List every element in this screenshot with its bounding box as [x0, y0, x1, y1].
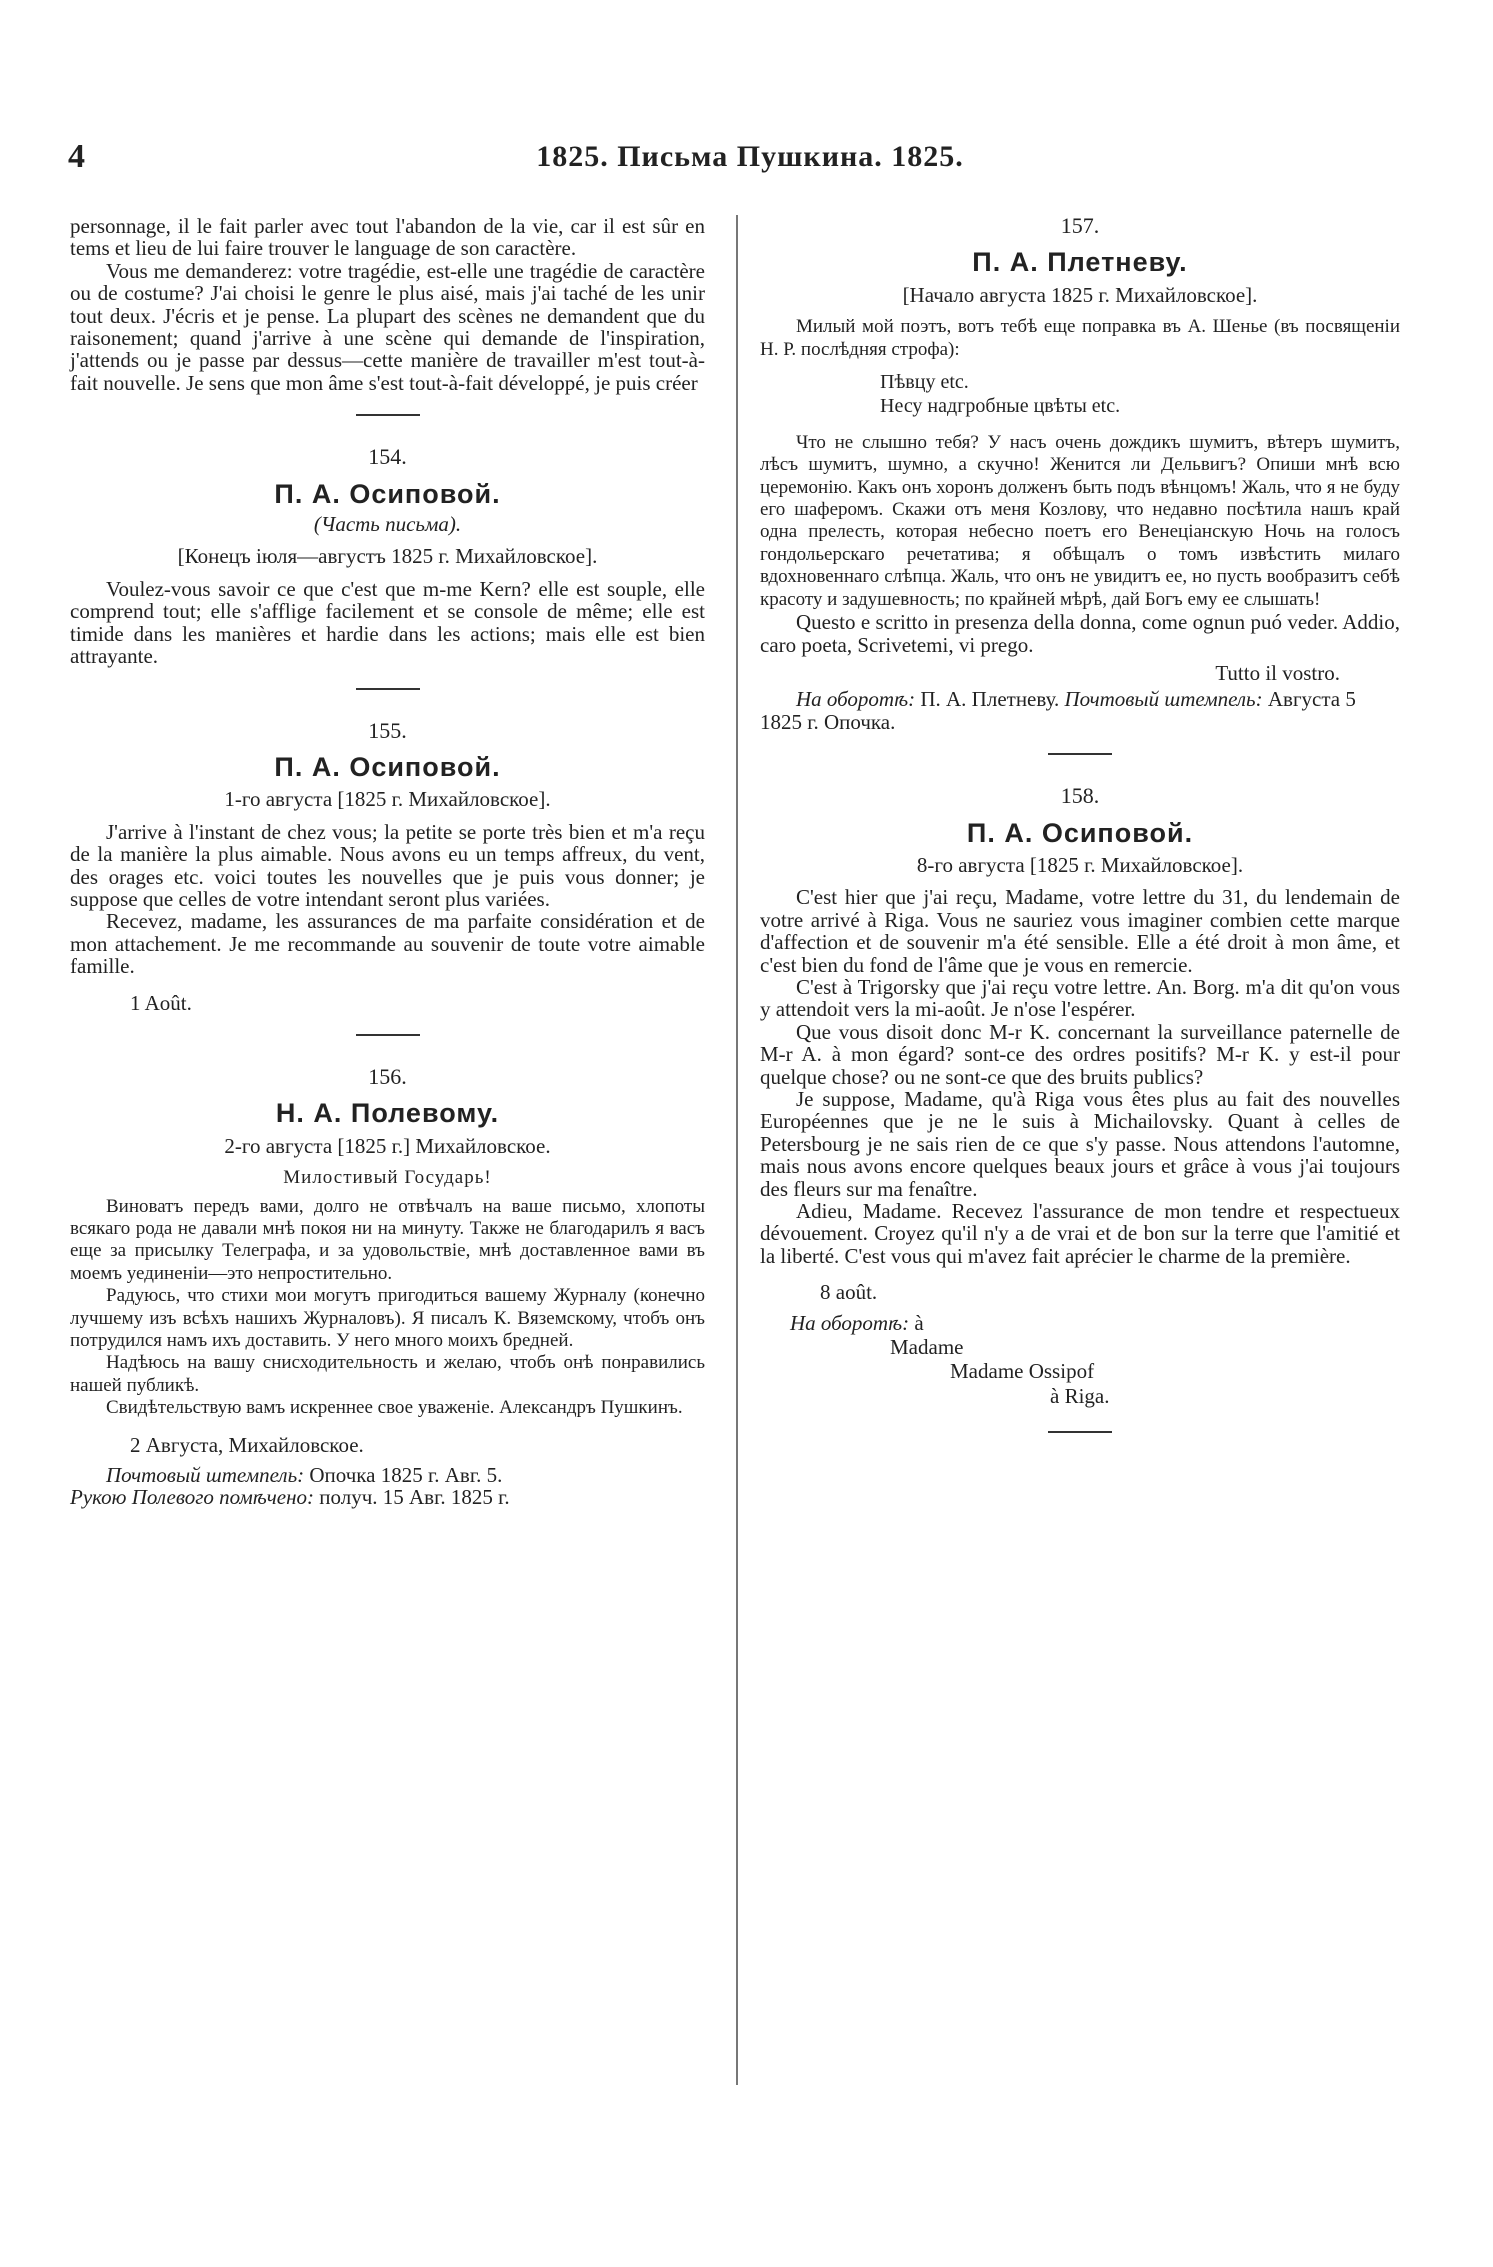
letter-number: 157. — [1060, 213, 1100, 238]
addressee: Н. А. Полевому. — [275, 1098, 500, 1129]
handwritten-note — [70, 1486, 705, 1508]
letter-sign-date: 8 août. — [820, 1280, 878, 1305]
addressee: П. А. Осиповой. — [274, 478, 501, 509]
address-line — [790, 1312, 1400, 1334]
verse-line: Несу надгробные цвѣты etc. — [880, 395, 1121, 418]
left-column — [70, 215, 705, 1509]
address-line: Madame — [890, 1335, 964, 1360]
address-block — [790, 1312, 1400, 1408]
letter-body: Recevez, madame, les assurances de ma parfaite considération et de mon attachement. Je me recommande au souvenir de toute votre aimable famille. — [70, 909, 705, 979]
address-line: à Riga. — [1050, 1383, 1110, 1408]
letter-signoff: Tutto il vostro. — [1215, 660, 1340, 685]
letter-body: Свидѣтельствую вамъ искреннее свое уваженіе. Александръ Пушкинъ. — [106, 1397, 683, 1419]
page-header — [60, 138, 1440, 188]
running-title: 1825. Письма Пушкина. 1825. — [536, 140, 964, 173]
section-rule — [1048, 753, 1112, 755]
reverse-note — [760, 688, 1400, 733]
letter-body: Радуюсь, что стихи мои могутъ пригодиться вашему Журналу (конечно лучшему изъ всѣхъ нашихъ Журналовъ). Я писалъ К. Вяземскому, чтобъ онъ потрудился намъ ихъ доставить. У него много моихъ бредней. — [70, 1285, 705, 1352]
letter-sign-date: 2 Августа, Михайловское. — [130, 1432, 364, 1457]
postmark-text: Августа 5 1825 г. Опочка. — [760, 687, 1356, 734]
letter-body: Questo e scritto in presenza della donna, come ognun puó veder. Addio, caro poeta, Scrivetemi, vi prego. — [760, 610, 1400, 657]
handwritten-text: получ. 15 Авг. 1825 г. — [319, 1485, 510, 1510]
letter-155 — [70, 717, 705, 1015]
letter-body: Что не слышно тебя? У насъ очень дождикъ шумитъ, вѣтеръ шумитъ, лѣсъ шумитъ, шумно, а скучно! Женится ли Дельвигъ? Опиши мнѣ всю церемонію. Какъ онъ хоронъ долженъ быть подъ вѣнцомъ! Жаль, что я не буду его шаферомъ. Скажи отъ меня Козлову, что недавно посѣтила нашъ край одна прелесть, которая небесно поетъ его Венеціанскую Ночь на голосъ гондольерскаго речетатива; я обѣщалъ о томъ извѣстить милаго вдохновеннаго слѣпца. Жаль, что онъ не увидитъ ее, но пусть вообразитъ себѣ красоту и задушевность; по крайней мѣрѣ, дай Богъ ему ее слышать! — [760, 431, 1400, 610]
verse-block — [880, 371, 1400, 418]
section-rule — [1048, 1431, 1112, 1433]
letter-number: 156. — [368, 1063, 407, 1089]
letter-body: Виноватъ передъ вами, долго не отвѣчалъ на ваше письмо, хлопоты всякаго рода не давали мнѣ покоя ни на минуту. Также не благодарилъ я васъ еще за присылку Телеграфа, и за удовольствіе, мнѣ доставленное вами въ моемъ уединеніи—это непростительно. — [70, 1195, 705, 1284]
letter-note: (Часть письма). — [313, 512, 462, 537]
handwritten-label: Рукою Полевого помѣчено: — [70, 1485, 315, 1510]
postmark-label: Почтовый штемпель: — [1064, 687, 1263, 712]
letter-number: 154. — [368, 444, 407, 470]
letter-body: Que vous disoit donc M-r K. concernant la surveillance paternelle de M-r A. à mon égard? sont-ce des ordres positifs? M-r K. y est-il pour quelque chose? ou ne sont-ce que des bruits publics? — [760, 1019, 1400, 1089]
letter-body: Voulez-vous savoir ce que c'est que m-me Kern? elle est souple, elle comprend tout; elle s'afflige facilement et se console de même; elle est timide dans les manières et hardie dans les actions; mais elle est bien attrayante. — [70, 576, 705, 669]
section-rule — [356, 414, 420, 416]
dateline: [Начало августа 1825 г. Михайловское]. — [902, 282, 1258, 307]
continued-paragraph: Vous me demanderez: votre tragédie, est-elle une tragédie de caractère ou de costume? J'ai choisi le genre le plus aisé, mais j'ai taché de les unir tout deux. J'écris et je pense. La plupart des scènes ne demandent que du raisonement; quand j'arrive à une scène qui demande de l'inspiration, j'attends ou je passe par dessus—cette manière de travailler m'est tout-à-fait nouvelle. Je sens que mon âme s'est tout-à-fait développé, je puis créer — [70, 258, 705, 395]
letter-body: Je suppose, Madame, qu'à Riga vous êtes plus au fait des nouvelles Européennes que je ne le suis à Michailovsky. Quant à celles de Petersbourg je ne sais rien de ce que s'y passe. Nous attendons l'automne, mais nous avons encore quelques beaux jours et grâce à vous j'ai toujours des fleurs sur ma fenaître. — [760, 1087, 1400, 1201]
postmark-note — [70, 1464, 705, 1486]
letter-number: 158. — [1060, 783, 1100, 809]
column-divider — [736, 215, 738, 2085]
right-column — [760, 215, 1400, 1443]
reverse-text: П. А. Плетневу. — [920, 687, 1060, 712]
reverse-label: На оборотѣ: — [790, 1310, 910, 1335]
continued-paragraph: personnage, il le fait parler avec tout l'abandon de la vie, car il est sûr en tems et lieu de lui faire trouver le language de son caractère. — [70, 214, 705, 261]
addressee: П. А. Осиповой. — [274, 751, 501, 782]
letter-158 — [760, 785, 1400, 1407]
reverse-label: На оборотѣ: — [796, 687, 916, 712]
letter-body: Надѣюсь на вашу снисходительность и желаю, чтобъ онѣ понравились нашей публикѣ. — [70, 1352, 705, 1396]
salutation: Милостивый Государь! — [283, 1167, 492, 1189]
letter-157 — [760, 215, 1400, 733]
dateline: [Конецъ іюля—августъ 1825 г. Михайловское]. — [177, 544, 598, 569]
letter-154 — [70, 446, 705, 667]
letter-body: C'est à Trigorsky que j'ai reçu votre lettre. An. Borg. m'a dit qu'on vous y attendoit vers la mi-août. Je n'ose l'espérer. — [760, 974, 1400, 1022]
page-number: 4 — [68, 138, 85, 175]
postmark-text: Опочка 1825 г. Авг. 5. — [309, 1463, 503, 1488]
dateline: 8-го августа [1825 г. Михайловское]. — [916, 852, 1244, 877]
letter-body: C'est hier que j'ai reçu, Madame, votre lettre du 31, du lendemain de votre arrivé à Riga. Vous ne sauriez vous imaginer combien cette marque d'affection et de souvenir m'a été sensible. Elle a été droit à mon âme, et c'est bien du fond de l'âme que je vous en remercie. — [760, 885, 1400, 977]
postmark-label: Почтовый штемпель: — [106, 1463, 305, 1488]
addressee: П. А. Плетневу. — [972, 247, 1188, 278]
section-rule — [356, 1034, 420, 1036]
verse-line: Пѣвцу etc. — [880, 371, 969, 394]
letter-body: J'arrive à l'instant de chez vous; la petite se porte très bien et m'a reçu de la manière la plus aimable. Nous avons eu un temps affreux, du vent, des orages etc. voici toutes les nouvelles que je puis vous donner; je suppose que celles de votre intendant seront plus variées. — [70, 819, 705, 911]
addressee: П. А. Осиповой. — [966, 817, 1194, 848]
letter-number: 155. — [368, 717, 407, 743]
letter-body: Милый мой поэтъ, вотъ тебѣ еще поправка въ А. Шенье (въ посвященіи Н. Р. послѣдняя строфа): — [760, 316, 1400, 360]
dateline: 2-го августа [1825 г.] Михайловское. — [224, 1133, 551, 1158]
section-rule — [356, 688, 420, 690]
dateline: 1-го августа [1825 г. Михайловское]. — [224, 787, 551, 812]
address-line: Madame Ossipof — [950, 1359, 1095, 1384]
letter-sign-date: 1 Août. — [130, 990, 192, 1015]
letter-body: Adieu, Madame. Recevez l'assurance de mon tendre et respectueux dévouement. Croyez qu'il n'y a de vrai et de bon sur la terre que l'amitié et la liberté. C'est vous qui m'avez fait aprécier le charme de la première. — [760, 1199, 1400, 1268]
address-text: à — [914, 1310, 924, 1335]
letter-156 — [70, 1063, 705, 1510]
